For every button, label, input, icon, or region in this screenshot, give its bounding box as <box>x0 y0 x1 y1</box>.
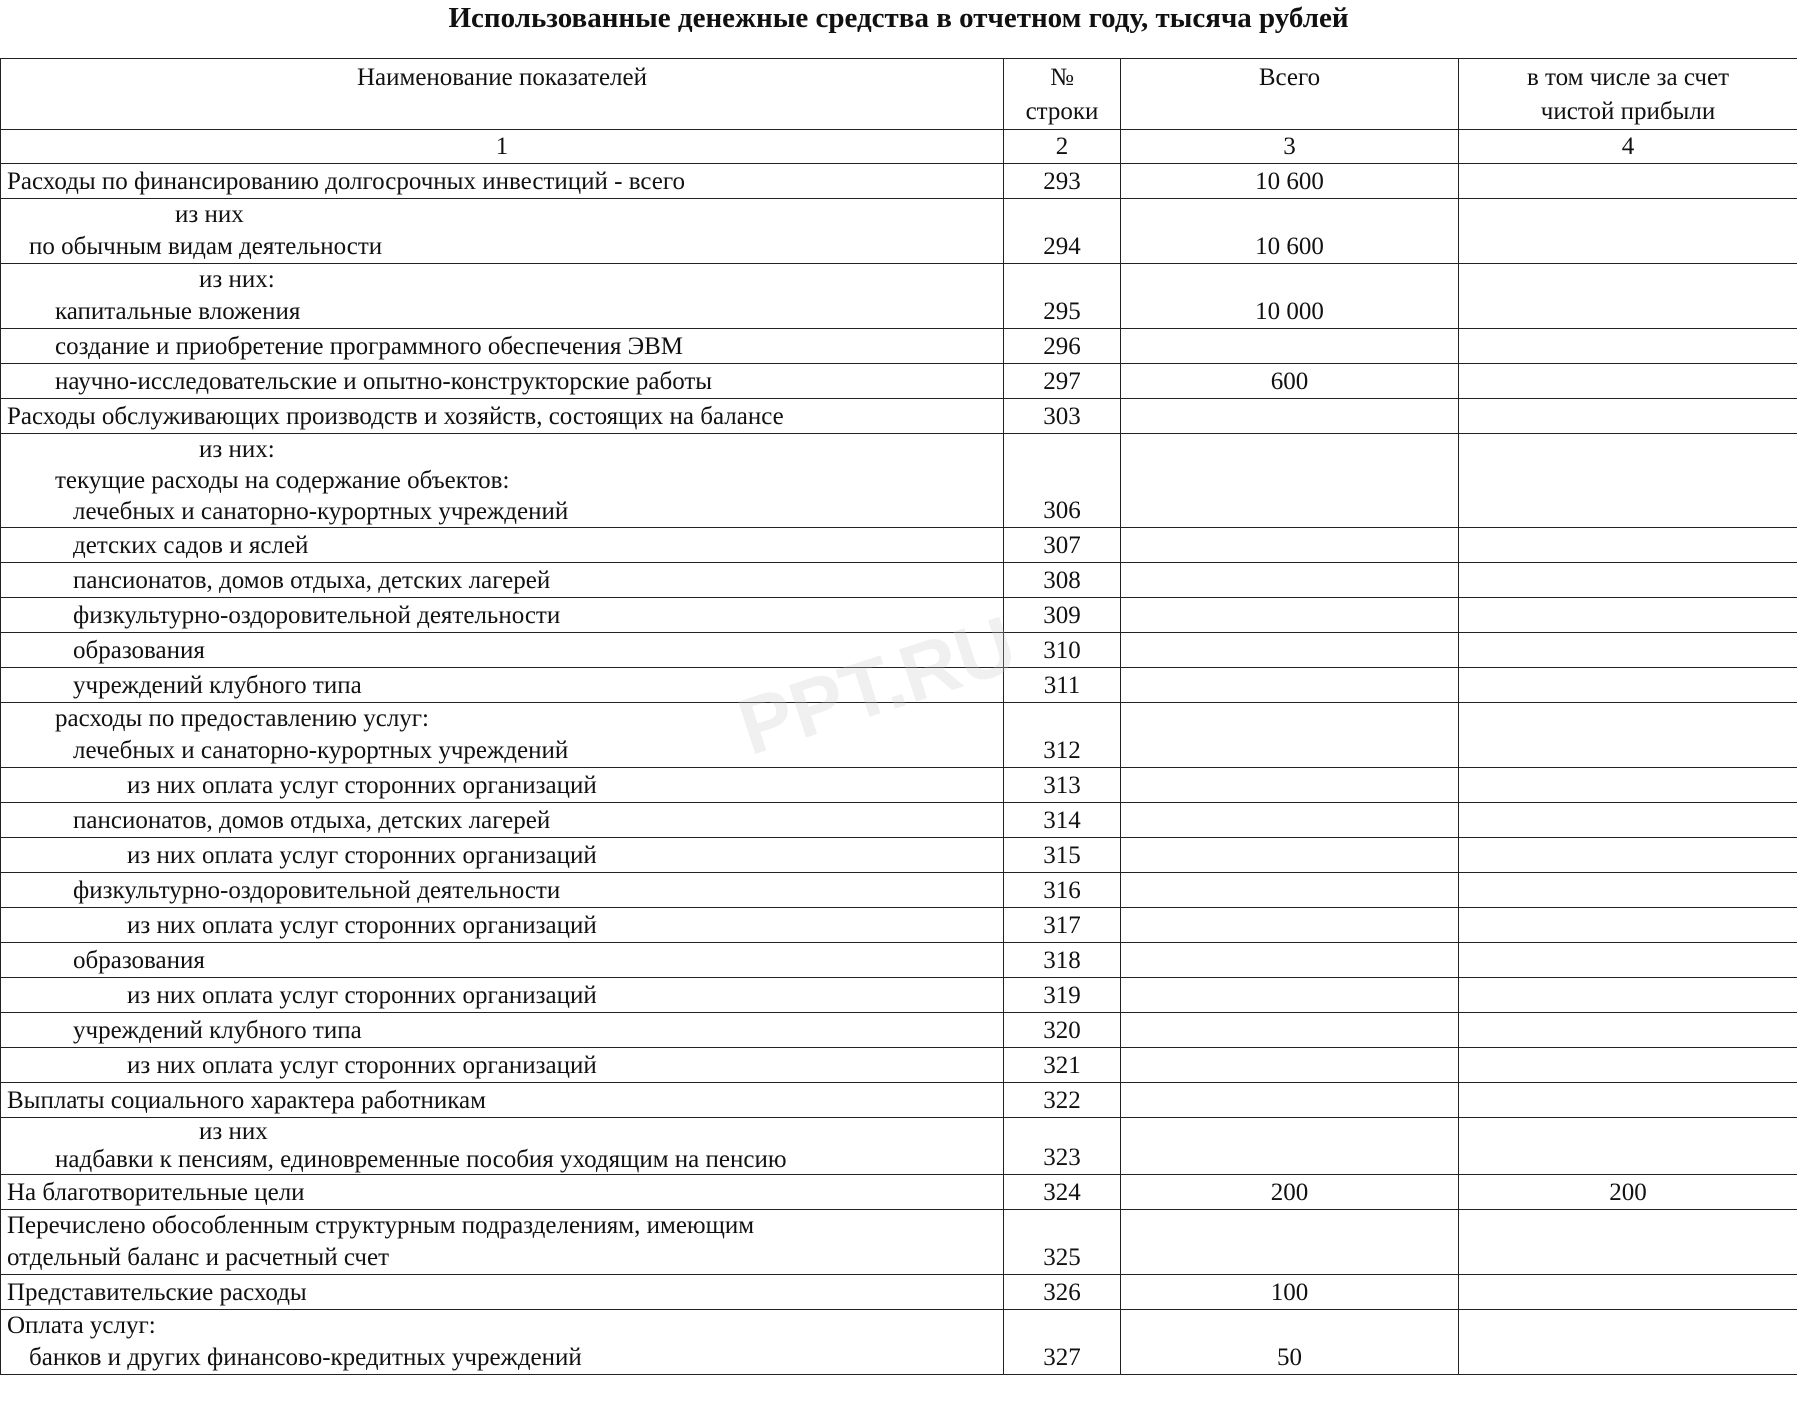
row-net-profit <box>1459 838 1797 873</box>
table-row <box>1 264 1797 329</box>
row-code: 311 <box>1004 668 1121 703</box>
row-code: 310 <box>1004 633 1121 668</box>
row-net-profit <box>1459 399 1797 434</box>
row-total <box>1121 528 1459 563</box>
row-total: 10 600 <box>1121 199 1459 264</box>
row-label: физкультурно-оздоровительной деятельности <box>1 598 1004 633</box>
row-net-profit <box>1459 873 1797 908</box>
table-row <box>1 598 1797 633</box>
table-row <box>1 199 1797 264</box>
row-code: 295 <box>1004 264 1121 329</box>
row-net-profit <box>1459 668 1797 703</box>
row-code: 323 <box>1004 1118 1121 1175</box>
header-total: Всего <box>1121 59 1459 130</box>
row-label: из них надбавки к пенсиям, единовременные пособия уходящим на пенсию <box>1 1118 1004 1175</box>
row-label: из них: капитальные вложения <box>1 264 1004 329</box>
row-net-profit <box>1459 1048 1797 1083</box>
row-total: 100 <box>1121 1275 1459 1310</box>
row-total: 10 000 <box>1121 264 1459 329</box>
table-row <box>1 1210 1797 1275</box>
table-row <box>1 1118 1797 1175</box>
row-code: 313 <box>1004 768 1121 803</box>
table-row <box>1 563 1797 598</box>
row-total <box>1121 908 1459 943</box>
table-row <box>1 668 1797 703</box>
row-label: пансионатов, домов отдыха, детских лагерей <box>1 563 1004 598</box>
row-label: из них оплата услуг сторонних организаций <box>1 1048 1004 1083</box>
row-label: из них по обычным видам деятельности <box>1 199 1004 264</box>
row-net-profit <box>1459 768 1797 803</box>
row-code: 315 <box>1004 838 1121 873</box>
row-code: 314 <box>1004 803 1121 838</box>
table-row <box>1 434 1797 528</box>
column-number: 1 <box>1 130 1004 164</box>
row-label: из них оплата услуг сторонних организаций <box>1 838 1004 873</box>
row-code: 296 <box>1004 329 1121 364</box>
row-net-profit <box>1459 1210 1797 1275</box>
table-row <box>1 768 1797 803</box>
row-code: 324 <box>1004 1175 1121 1210</box>
row-total <box>1121 1118 1459 1175</box>
row-label: научно-исследовательские и опытно-конструкторские работы <box>1 364 1004 399</box>
row-label: пансионатов, домов отдыха, детских лагерей <box>1 803 1004 838</box>
row-code: 322 <box>1004 1083 1121 1118</box>
row-net-profit <box>1459 598 1797 633</box>
table-row <box>1 1275 1797 1310</box>
row-code: 320 <box>1004 1013 1121 1048</box>
row-code: 297 <box>1004 364 1121 399</box>
row-net-profit <box>1459 199 1797 264</box>
table-row <box>1 908 1797 943</box>
row-net-profit <box>1459 633 1797 668</box>
row-code: 318 <box>1004 943 1121 978</box>
row-total <box>1121 803 1459 838</box>
row-net-profit <box>1459 164 1797 199</box>
row-net-profit <box>1459 434 1797 528</box>
table-row <box>1 1175 1797 1210</box>
table-row <box>1 943 1797 978</box>
row-label: учреждений клубного типа <box>1 1013 1004 1048</box>
row-label: создание и приобретение программного обеспечения ЭВМ <box>1 329 1004 364</box>
table-row <box>1 1013 1797 1048</box>
row-net-profit <box>1459 563 1797 598</box>
row-code: 326 <box>1004 1275 1121 1310</box>
row-total <box>1121 598 1459 633</box>
table-row <box>1 873 1797 908</box>
table-row <box>1 364 1797 399</box>
header-name: Наименование показателей <box>1 59 1004 130</box>
row-net-profit <box>1459 978 1797 1013</box>
row-total <box>1121 329 1459 364</box>
row-total <box>1121 1048 1459 1083</box>
table-row <box>1 978 1797 1013</box>
table-row <box>1 633 1797 668</box>
report-table <box>0 58 1797 1375</box>
table-row <box>1 803 1797 838</box>
row-label: из них оплата услуг сторонних организаций <box>1 978 1004 1013</box>
row-total <box>1121 633 1459 668</box>
row-net-profit <box>1459 528 1797 563</box>
row-label: Представительские расходы <box>1 1275 1004 1310</box>
row-net-profit <box>1459 264 1797 329</box>
row-code: 327 <box>1004 1310 1121 1375</box>
row-net-profit <box>1459 1083 1797 1118</box>
table-row <box>1 528 1797 563</box>
row-code: 303 <box>1004 399 1121 434</box>
row-net-profit <box>1459 1118 1797 1175</box>
header-net-profit: в том числе за счет чистой прибыли <box>1459 59 1797 130</box>
row-total <box>1121 1210 1459 1275</box>
row-label: образования <box>1 943 1004 978</box>
table-row <box>1 164 1797 199</box>
row-total <box>1121 1083 1459 1118</box>
row-net-profit <box>1459 364 1797 399</box>
row-label: Расходы обслуживающих производств и хозяйств, состоящих на балансе <box>1 399 1004 434</box>
row-total: 10 600 <box>1121 164 1459 199</box>
row-total <box>1121 768 1459 803</box>
row-total <box>1121 943 1459 978</box>
row-label: учреждений клубного типа <box>1 668 1004 703</box>
row-code: 294 <box>1004 199 1121 264</box>
row-label: образования <box>1 633 1004 668</box>
row-total: 50 <box>1121 1310 1459 1375</box>
row-net-profit <box>1459 329 1797 364</box>
row-net-profit <box>1459 943 1797 978</box>
row-total: 200 <box>1121 1175 1459 1210</box>
table-row <box>1 1048 1797 1083</box>
row-code: 325 <box>1004 1210 1121 1275</box>
row-total <box>1121 703 1459 768</box>
row-label: физкультурно-оздоровительной деятельности <box>1 873 1004 908</box>
column-number: 4 <box>1459 130 1797 164</box>
row-total <box>1121 978 1459 1013</box>
header-row <box>1 59 1797 130</box>
row-label: детских садов и яслей <box>1 528 1004 563</box>
row-net-profit <box>1459 908 1797 943</box>
row-code: 306 <box>1004 434 1121 528</box>
row-code: 317 <box>1004 908 1121 943</box>
column-number: 3 <box>1121 130 1459 164</box>
row-net-profit <box>1459 703 1797 768</box>
row-code: 309 <box>1004 598 1121 633</box>
row-code: 319 <box>1004 978 1121 1013</box>
row-label: Расходы по финансированию долгосрочных инвестиций - всего <box>1 164 1004 199</box>
column-numbers-row <box>1 130 1797 164</box>
row-code: 316 <box>1004 873 1121 908</box>
row-total <box>1121 668 1459 703</box>
row-label: из них: текущие расходы на содержание объектов: лечебных и санаторно-курортных учреждений <box>1 434 1004 528</box>
row-total: 600 <box>1121 364 1459 399</box>
row-code: 312 <box>1004 703 1121 768</box>
row-label: из них оплата услуг сторонних организаций <box>1 908 1004 943</box>
row-label: Перечислено обособленным структурным подразделениям, имеющим отдельный баланс и расчетный счет <box>1 1210 1004 1275</box>
table-row <box>1 1083 1797 1118</box>
row-label: расходы по предоставлению услуг: лечебных и санаторно-курортных учреждений <box>1 703 1004 768</box>
page-title: Использованные денежные средства в отчетном году, тысяча рублей <box>448 2 1349 34</box>
row-total <box>1121 1013 1459 1048</box>
row-net-profit <box>1459 1310 1797 1375</box>
table-row <box>1 1310 1797 1375</box>
row-label: Оплата услуг: банков и других финансово-кредитных учреждений <box>1 1310 1004 1375</box>
row-total <box>1121 434 1459 528</box>
row-code: 321 <box>1004 1048 1121 1083</box>
table-row <box>1 329 1797 364</box>
row-net-profit <box>1459 803 1797 838</box>
watermark: PPT.RU <box>728 599 1027 772</box>
table-row <box>1 838 1797 873</box>
row-net-profit <box>1459 1013 1797 1048</box>
row-total <box>1121 873 1459 908</box>
row-label: На благотворительные цели <box>1 1175 1004 1210</box>
column-number: 2 <box>1004 130 1121 164</box>
table-row <box>1 399 1797 434</box>
row-total <box>1121 399 1459 434</box>
row-net-profit <box>1459 1275 1797 1310</box>
row-code: 307 <box>1004 528 1121 563</box>
table-row <box>1 703 1797 768</box>
header-row-number: № строки <box>1004 59 1121 130</box>
row-total <box>1121 838 1459 873</box>
row-code: 308 <box>1004 563 1121 598</box>
row-net-profit: 200 <box>1459 1175 1797 1210</box>
row-total <box>1121 563 1459 598</box>
row-label: Выплаты социального характера работникам <box>1 1083 1004 1118</box>
row-code: 293 <box>1004 164 1121 199</box>
row-label: из них оплата услуг сторонних организаций <box>1 768 1004 803</box>
